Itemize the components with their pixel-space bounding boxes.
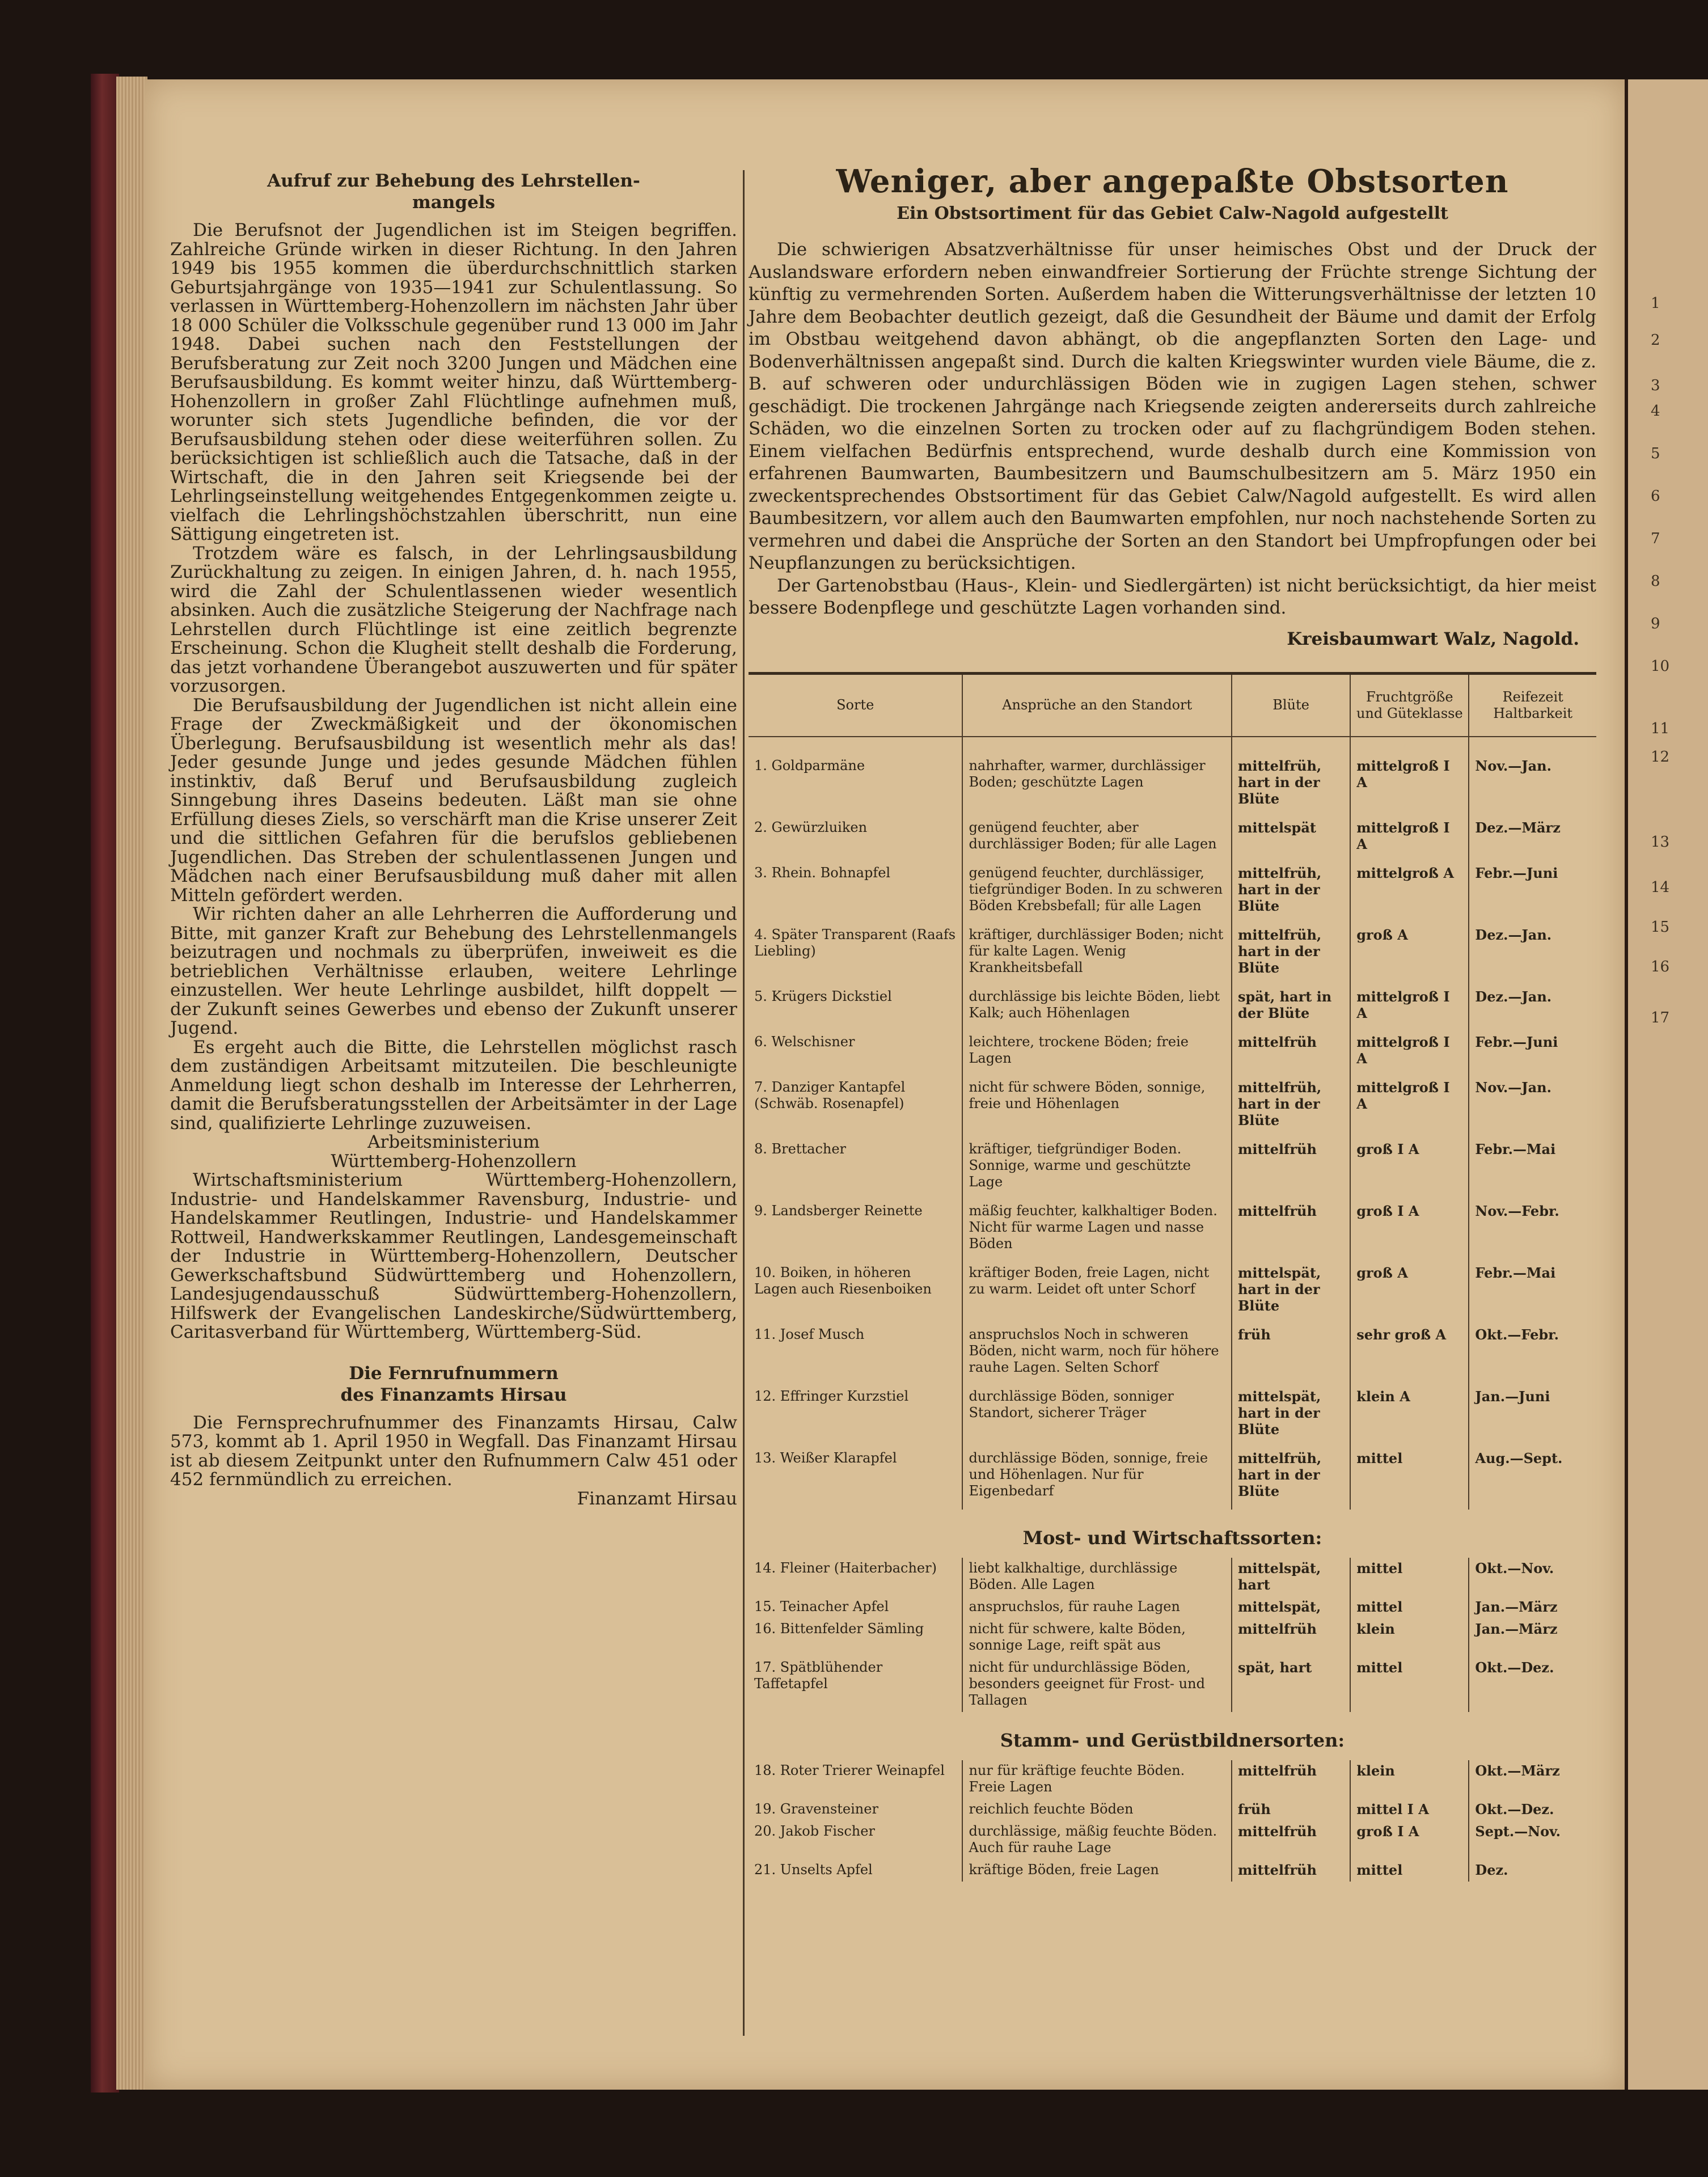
table-row xyxy=(749,1448,1596,1510)
cell-reifezeit: Nov.—Febr. xyxy=(1475,1202,1559,1219)
paragraph: Wir richten daher an alle Lehrherren die Aufforderung und Bitte, mit ganzer Kraft zur Behebung des Lehrstellenmangels beizutragen und nochmals zu überprüfen, inweiweit es die betrieblichen Verhältnisse erlauben, weitere Lehrlinge einzustellen. Wer heute Lehrlinge ausbildet, hilft doppelt — der Zukunft seines Gewerbes und ebenso der Zukunft unserer Jugend. xyxy=(170,904,737,1038)
cell-ansprueche: durchlässige, mäßig feuchte Böden. Auch für rauhe Lage xyxy=(962,1821,1232,1859)
cell-bluete: mittelspät, hart xyxy=(1232,1558,1350,1596)
cell-sorte: 9. Landsberger Reinette xyxy=(749,1200,962,1262)
table-row xyxy=(749,1200,1596,1262)
cell-reifezeit: Jan.—März xyxy=(1475,1598,1558,1615)
margin-number: 6 xyxy=(1651,488,1660,505)
cell-reifezeit: Okt.—März xyxy=(1475,1762,1560,1779)
cell-bluete: mittelfrüh xyxy=(1232,1821,1350,1859)
cell-reifezeit: Okt.—Febr. xyxy=(1475,1326,1559,1343)
margin-number: 16 xyxy=(1651,958,1670,975)
col-header-ansprueche: Ansprüche an den Standort xyxy=(962,673,1232,737)
cell-reifezeit: Febr.—Mai xyxy=(1475,1140,1556,1157)
cell-ansprueche: nicht für schwere, kalte Böden, sonnige Lage, reift spät aus xyxy=(962,1618,1232,1657)
cell-fruchtgroesse: mittelgroß A xyxy=(1350,863,1469,924)
cell-fruchtgroesse: klein A xyxy=(1350,1386,1469,1448)
cell-fruchtgroesse: mittel xyxy=(1350,1558,1469,1596)
cell-reifezeit: Dez.—Jan. xyxy=(1475,988,1552,1005)
cell-bluete: mittelfrüh xyxy=(1232,1618,1350,1657)
cell-reifezeit: Aug.—Sept. xyxy=(1475,1449,1563,1466)
cell-sorte: 2. Gewürzluiken xyxy=(749,817,962,863)
cell-reifezeit: Sept.—Nov. xyxy=(1475,1823,1561,1840)
cell-reifezeit: Nov.—Jan. xyxy=(1475,757,1551,774)
table-row xyxy=(749,1077,1596,1139)
article-lehrstellen xyxy=(170,170,737,1342)
table-row xyxy=(749,737,1596,817)
cell-fruchtgroesse: klein xyxy=(1350,1618,1469,1657)
cell-ansprueche: durchlässige Böden, sonniger Standort, sicherer Träger xyxy=(962,1386,1232,1448)
table-row xyxy=(749,986,1596,1032)
margin-number: 2 xyxy=(1651,332,1660,349)
cell-ansprueche: nur für kräftige feuchte Böden. Freie Lagen xyxy=(962,1760,1232,1799)
cell-ansprueche: anspruchslos Noch in schweren Böden, nicht warm, noch für höhere rauhe Lagen. Selten Schorf xyxy=(962,1324,1232,1386)
table-section-most-rows xyxy=(749,1558,1596,1712)
article-intro xyxy=(749,239,1596,620)
cell-fruchtgroesse: mittel xyxy=(1350,1859,1469,1882)
margin-number: 1 xyxy=(1651,295,1660,312)
cell-sorte: 17. Spätblühender Taffetapfel xyxy=(749,1657,962,1712)
col-header-bluete: Blüte xyxy=(1232,673,1350,737)
left-column xyxy=(170,170,737,1508)
cell-bluete: mittelfrüh xyxy=(1232,1760,1350,1799)
table-row xyxy=(749,1760,1596,1799)
cell-bluete: mittelfrüh xyxy=(1232,1139,1350,1200)
section-heading-row xyxy=(749,1510,1596,1558)
section-heading: Most- und Wirtschaftssorten: xyxy=(1022,1527,1322,1549)
cell-ansprueche: reichlich feuchte Böden xyxy=(962,1799,1232,1821)
margin-number: 3 xyxy=(1651,377,1660,394)
table-row xyxy=(749,817,1596,863)
table-row xyxy=(749,1799,1596,1821)
cell-sorte: 16. Bittenfelder Sämling xyxy=(749,1618,962,1657)
table-row xyxy=(749,1032,1596,1077)
cell-sorte: 8. Brettacher xyxy=(749,1139,962,1200)
cell-ansprueche: nahrhafter, warmer, durchlässiger Boden; geschützte Lagen xyxy=(962,737,1232,817)
cell-fruchtgroesse: mittelgroß I A xyxy=(1350,817,1469,863)
margin-number: 5 xyxy=(1651,445,1660,462)
cell-ansprueche: anspruchslos, für rauhe Lagen xyxy=(962,1596,1232,1618)
cell-ansprueche: genügend feuchter, aber durchlässiger Boden; für alle Lagen xyxy=(962,817,1232,863)
margin-number: 11 xyxy=(1651,720,1670,737)
signature-line: Arbeitsministerium xyxy=(367,1132,540,1152)
cell-sorte: 12. Effringer Kurzstiel xyxy=(749,1386,962,1448)
cell-ansprueche: kräftiger Boden, freie Lagen, nicht zu warm. Leidet oft unter Schorf xyxy=(962,1262,1232,1324)
margin-number: 10 xyxy=(1651,658,1670,675)
cell-bluete: mittelfrüh xyxy=(1232,1859,1350,1882)
cell-sorte: 15. Teinacher Apfel xyxy=(749,1596,962,1618)
cell-fruchtgroesse: mittelgroß I A xyxy=(1350,737,1469,817)
cell-sorte: 21. Unselts Apfel xyxy=(749,1859,962,1882)
paragraph: Die schwierigen Absatzverhältnisse für unser heimisches Obst und der Druck der Auslandsware erfordern neben einwandfreier Sortierung der Früchte strenge Sichtung der künftig zu vermehrenden Sorten. Außerdem haben die Witterungsverhältnisse der letzten 10 Jahre dem Beobachter deutlich gezeigt, daß die Gesundheit der Bäume und damit der Erfolg im Obstbau weitgehend davon abhängt, ob die angepflanzten Sorten den Lage- und Bodenverhältnissen angepaßt sind. Durch die kalten Kriegswinter wurden viele Bäume, die z. B. auf schweren oder undurchlässigen Böden wie in zugigen Lagen stehen, schwer geschädigt. Die trockenen Jahrgänge nach Kriegsende zeigten andererseits durch zahlreiche Schäden, wo die einzelnen Sorten zu trocken oder auf zu flachgründigem Boden stehen. Einem vielfachen Bedürfnis entsprechend, wurde deshalb durch eine Kommission von erfahrenen Baumwarten, Baumbesitzern und Baumschulbesitzern am 5. März 1950 ein zweckentsprechendes Obstsortiment für das Gebiet Calw/Nagold aufgestellt. Es wird allen Baumbesitzern, vor allem auch den Baumwarten empfohlen, nur noch nachstehende Sorten zu vermehren und dabei die Ansprüche der Sorten an den Standort bei Umpfropfungen oder bei Neupflanzungen zu berücksichtigen. xyxy=(749,239,1596,573)
cell-fruchtgroesse: groß A xyxy=(1350,1262,1469,1324)
cell-sorte: 11. Josef Musch xyxy=(749,1324,962,1386)
table-row xyxy=(749,1821,1596,1859)
cell-reifezeit: Dez. xyxy=(1475,1861,1508,1878)
cell-reifezeit: Okt.—Nov. xyxy=(1475,1559,1554,1576)
cell-bluete: früh xyxy=(1232,1324,1350,1386)
article-subheadline: Ein Obstsortiment für das Gebiet Calw-Nagold aufgestellt xyxy=(897,204,1448,223)
table-row xyxy=(749,1596,1596,1618)
cell-bluete: mittelfrüh, hart in der Blüte xyxy=(1232,924,1350,986)
margin-number: 7 xyxy=(1651,530,1660,547)
cell-reifezeit: Jan.—Juni xyxy=(1475,1388,1550,1405)
table-section-main xyxy=(749,737,1596,1510)
cell-ansprueche: kräftiger, tiefgründiger Boden. Sonnige, warme und geschützte Lage xyxy=(962,1139,1232,1200)
title-line: des Finanzamts Hirsau xyxy=(340,1384,567,1405)
cell-sorte: 3. Rhein. Bohnapfel xyxy=(749,863,962,924)
table-row xyxy=(749,1657,1596,1712)
cell-fruchtgroesse: groß A xyxy=(1350,924,1469,986)
cell-bluete: spät, hart in der Blüte xyxy=(1232,986,1350,1032)
cell-fruchtgroesse: mittelgroß I A xyxy=(1350,986,1469,1032)
cell-bluete: mittelspät, xyxy=(1232,1596,1350,1618)
paragraph: Der Gartenobstbau (Haus-, Klein- und Siedlergärten) ist nicht berücksichtigt, da hier meist bessere Bodenpflege und geschützte Lagen vorhanden sind. xyxy=(749,575,1596,618)
cell-fruchtgroesse: groß I A xyxy=(1350,1139,1469,1200)
cell-reifezeit: Dez.—März xyxy=(1475,819,1561,836)
cell-fruchtgroesse: mittelgroß I A xyxy=(1350,1032,1469,1077)
cell-bluete: mittelfrüh xyxy=(1232,1200,1350,1262)
book-binding xyxy=(91,74,119,2093)
cell-sorte: 14. Fleiner (Haiterbacher) xyxy=(749,1558,962,1596)
cell-ansprueche: mäßig feuchter, kalkhaltiger Boden. Nicht für warme Lagen und nasse Böden xyxy=(962,1200,1232,1262)
margin-number: 8 xyxy=(1651,573,1660,590)
article-finanzamt xyxy=(170,1363,737,1509)
title-line: Die Fernrufnummern xyxy=(349,1363,559,1384)
cell-bluete: mittelfrüh, hart in der Blüte xyxy=(1232,1077,1350,1139)
cell-reifezeit: Okt.—Dez. xyxy=(1475,1800,1554,1817)
margin-number: 13 xyxy=(1651,834,1670,851)
author-signature: Kreisbaumwart Walz, Nagold. xyxy=(1287,628,1579,649)
fruit-variety-table xyxy=(749,672,1596,1882)
adjacent-page-edge xyxy=(1625,79,1708,2090)
section-heading: Stamm- und Gerüstbildnersorten: xyxy=(1000,1729,1345,1751)
cell-ansprueche: kräftiger, durchlässiger Boden; nicht für kalte Lagen. Wenig Krankheitsbefall xyxy=(962,924,1232,986)
cell-ansprueche: durchlässige Böden, sonnige, freie und Höhenlagen. Nur für Eigenbedarf xyxy=(962,1448,1232,1510)
cell-bluete: früh xyxy=(1232,1799,1350,1821)
cell-reifezeit: Febr.—Mai xyxy=(1475,1264,1556,1281)
section-heading-row xyxy=(749,1712,1596,1760)
paragraph: Die Berufsnot der Jugendlichen ist im Steigen begriffen. Zahlreiche Gründe wirken in dieser Richtung. In den Jahren 1949 bis 1955 kommen die überdurchschnittlich starken Geburtsjahrgänge von 1935—1941 zur Schulentlassung. So verlassen in Württemberg-Hohenzollern im nächsten Jahr über 18 000 Schüler die Volksschule gegenüber rund 13 000 im Jahr 1948. Dabei suchen nach den Feststellungen der Berufsberatung zur Zeit noch 3200 Jungen und Mädchen eine Berufsausbildung. Es kommt weiter hinzu, daß Württemberg-Hohenzollern in großer Zahl Flüchtlinge aufnehmen muß, worunter sich stets Jugendliche befinden, die vor der Berufsausbildung stehen oder diese weiterführen sollen. Zu berücksichtigen ist schließlich auch die Tatsache, daß in der Wirtschaft, die in den Jahren seit Kriegsende bei der Lehrlingseinstellung weitgehendes Entgegenkommen zeigte u. vielfach die Lehrlingshöchstzahlen überschritt, nun eine Sättigung eingetreten ist. xyxy=(170,220,737,544)
table-row xyxy=(749,1262,1596,1324)
paragraph: Trotzdem wäre es falsch, in der Lehrlingsausbildung Zurückhaltung zu zeigen. In einigen Jahren, d. h. nach 1955, wird die Zahl der Schulentlassenen wieder wesentlich absinken. Auch die zusätzliche Steigerung der Nachfrage nach Lehrstellen durch Flüchtlinge ist eine zeitlich begrenzte Erscheinung. Schon die Klugheit stellt deshalb die Forderung, das jetzt vorhandene Überangebot auszuwerten und für später vorzusorgen. xyxy=(170,543,737,696)
title-line: mangels xyxy=(412,192,496,213)
cell-fruchtgroesse: mittel xyxy=(1350,1596,1469,1618)
margin-number: 14 xyxy=(1651,879,1670,896)
cell-ansprueche: liebt kalkhaltige, durchlässige Böden. Alle Lagen xyxy=(962,1558,1232,1596)
cell-ansprueche: kräftige Böden, freie Lagen xyxy=(962,1859,1232,1882)
cell-sorte: 1. Goldparmäne xyxy=(749,737,962,817)
table-section-stamm-rows xyxy=(749,1760,1596,1882)
cell-fruchtgroesse: mittel xyxy=(1350,1448,1469,1510)
table-row xyxy=(749,1558,1596,1596)
cell-ansprueche: leichtere, trockene Böden; freie Lagen xyxy=(962,1032,1232,1077)
cell-fruchtgroesse: groß I A xyxy=(1350,1821,1469,1859)
cell-bluete: mittelfrüh, hart in der Blüte xyxy=(1232,1448,1350,1510)
cell-sorte: 18. Roter Trierer Weinapfel xyxy=(749,1760,962,1799)
col-header-reifezeit: Reifezeit Haltbarkeit xyxy=(1469,673,1596,737)
paragraph: Die Fernsprechrufnummer des Finanzamts Hirsau, Calw 573, kommt ab 1. April 1950 in Wegfall. Das Finanzamt Hirsau ist ab diesem Zeitpunkt unter den Rufnummern Calw 451 oder 452 fernmündlich zu erreichen. xyxy=(170,1412,737,1490)
cell-sorte: 6. Welschisner xyxy=(749,1032,962,1077)
table-row xyxy=(749,1386,1596,1448)
cell-ansprueche: nicht für undurchlässige Böden, besonders geeignet für Frost- und Tallagen xyxy=(962,1657,1232,1712)
cell-fruchtgroesse: klein xyxy=(1350,1760,1469,1799)
cell-ansprueche: nicht für schwere Böden, sonnige, freie und Höhenlagen xyxy=(962,1077,1232,1139)
cell-bluete: mittelspät xyxy=(1232,817,1350,863)
cell-sorte: 4. Später Transparent (Raafs Liebling) xyxy=(749,924,962,986)
margin-number: 9 xyxy=(1651,615,1660,632)
table-row xyxy=(749,924,1596,986)
cell-fruchtgroesse: mittel xyxy=(1350,1657,1469,1712)
cell-bluete: spät, hart xyxy=(1232,1657,1350,1712)
table-row xyxy=(749,1859,1596,1882)
signature-line: Württemberg-Hohenzollern xyxy=(331,1151,577,1172)
cell-reifezeit: Dez.—Jan. xyxy=(1475,926,1552,943)
cell-reifezeit: Jan.—März xyxy=(1475,1620,1558,1637)
title-line: Aufruf zur Behebung des Lehrstellen- xyxy=(267,171,640,191)
table-row xyxy=(749,863,1596,924)
cell-reifezeit: Febr.—Juni xyxy=(1475,864,1558,881)
cell-sorte: 20. Jakob Fischer xyxy=(749,1821,962,1859)
paragraph: Die Berufsausbildung der Jugendlichen ist nicht allein eine Frage der Zweckmäßigkeit und der ökonomischen Überlegung. Berufsausbildung ist wesentlich mehr als das! Jeder gesunde Junge und jedes gesunde Mädchen fühlen instinktiv, daß Beruf und Berufsausbildung zugleich Sinngebung ihres Daseins bedeuten. Läßt man sie ohne Erfüllung dieses Ziels, so verschärft man die Krise unserer Zeit und die sittlichen Gefahren für die berufslos gebliebenen Jugendlichen. Das Streben der schulentlassenen Jungen und Mädchen nach einer Berufsausbildung muß daher mit allen Mitteln gefördert werden. xyxy=(170,695,737,906)
col-header-fruchtgroesse: Fruchtgröße und Güteklasse xyxy=(1350,673,1469,737)
margin-number: 4 xyxy=(1651,403,1660,420)
cell-ansprueche: genügend feuchter, durchlässiger, tiefgründiger Boden. In zu schweren Böden Krebsbefall; für alle Lagen xyxy=(962,863,1232,924)
column-divider xyxy=(743,170,745,2036)
article-headline: Weniger, aber angepaßte Obstsorten xyxy=(836,163,1509,200)
table-row xyxy=(749,1618,1596,1657)
article-title xyxy=(170,170,737,213)
cell-sorte: 19. Gravensteiner xyxy=(749,1799,962,1821)
table-header-row xyxy=(749,673,1596,737)
table-row xyxy=(749,1324,1596,1386)
cell-sorte: 13. Weißer Klarapfel xyxy=(749,1448,962,1510)
cell-reifezeit: Nov.—Jan. xyxy=(1475,1079,1551,1096)
cell-fruchtgroesse: groß I A xyxy=(1350,1200,1469,1262)
cell-sorte: 5. Krügers Dickstiel xyxy=(749,986,962,1032)
signature: Finanzamt Hirsau xyxy=(577,1488,737,1509)
table-section-most xyxy=(749,1510,1596,1558)
cell-bluete: mittelfrüh xyxy=(1232,1032,1350,1077)
cell-fruchtgroesse: mittel I A xyxy=(1350,1799,1469,1821)
margin-number: 15 xyxy=(1651,919,1670,936)
table-row xyxy=(749,1139,1596,1200)
cell-bluete: mittelfrüh, hart in der Blüte xyxy=(1232,737,1350,817)
page-edges xyxy=(116,77,147,2090)
signatories-list: Wirtschaftsministerium Württemberg-Hohenzollern, Industrie- und Handelskammer Ravensburg, Industrie- und Handelskammer Reutlingen, Industrie- und Handelskammer Rottweil, Handwerkskammer Reutlingen, Landesgemeinschaft der Industrie in Württemberg-Hohenzollern, Deutscher Gewerkschaftsbund Südwürttemberg und Hohenzollern, Landesjugendausschuß Südwürttemberg-Hohenzollern, Hilfswerk der Evangelischen Landeskirche/Südwürttemberg, Caritasverband für Württemberg, Württemberg-Süd. xyxy=(170,1170,737,1342)
right-column xyxy=(749,162,1596,1882)
table-section-stamm xyxy=(749,1712,1596,1760)
paragraph: Es ergeht auch die Bitte, die Lehrstellen möglichst rasch dem zuständigen Arbeitsamt mitzuteilen. Die beschleunigte Anmeldung liegt schon deshalb im Interesse der Lehrherren, damit die Berufsberatungsstellen der Arbeitsämter in der Lage sind, qualifizierte Lehrlinge zuzuweisen. xyxy=(170,1037,737,1134)
col-header-sorte: Sorte xyxy=(749,673,962,737)
article-title xyxy=(170,1363,737,1406)
cell-sorte: 10. Boiken, in höheren Lagen auch Riesenboiken xyxy=(749,1262,962,1324)
cell-fruchtgroesse: sehr groß A xyxy=(1350,1324,1469,1386)
cell-sorte: 7. Danziger Kantapfel (Schwäb. Rosenapfel) xyxy=(749,1077,962,1139)
cell-bluete: mittelfrüh, hart in der Blüte xyxy=(1232,863,1350,924)
cell-fruchtgroesse: mittelgroß I A xyxy=(1350,1077,1469,1139)
cell-reifezeit: Febr.—Juni xyxy=(1475,1033,1558,1050)
margin-number: 17 xyxy=(1651,1009,1670,1026)
cell-bluete: mittelspät, hart in der Blüte xyxy=(1232,1262,1350,1324)
margin-number: 12 xyxy=(1651,749,1670,766)
cell-reifezeit: Okt.—Dez. xyxy=(1475,1659,1554,1676)
cell-ansprueche: durchlässige bis leichte Böden, liebt Kalk; auch Höhenlagen xyxy=(962,986,1232,1032)
cell-bluete: mittelspät, hart in der Blüte xyxy=(1232,1386,1350,1448)
